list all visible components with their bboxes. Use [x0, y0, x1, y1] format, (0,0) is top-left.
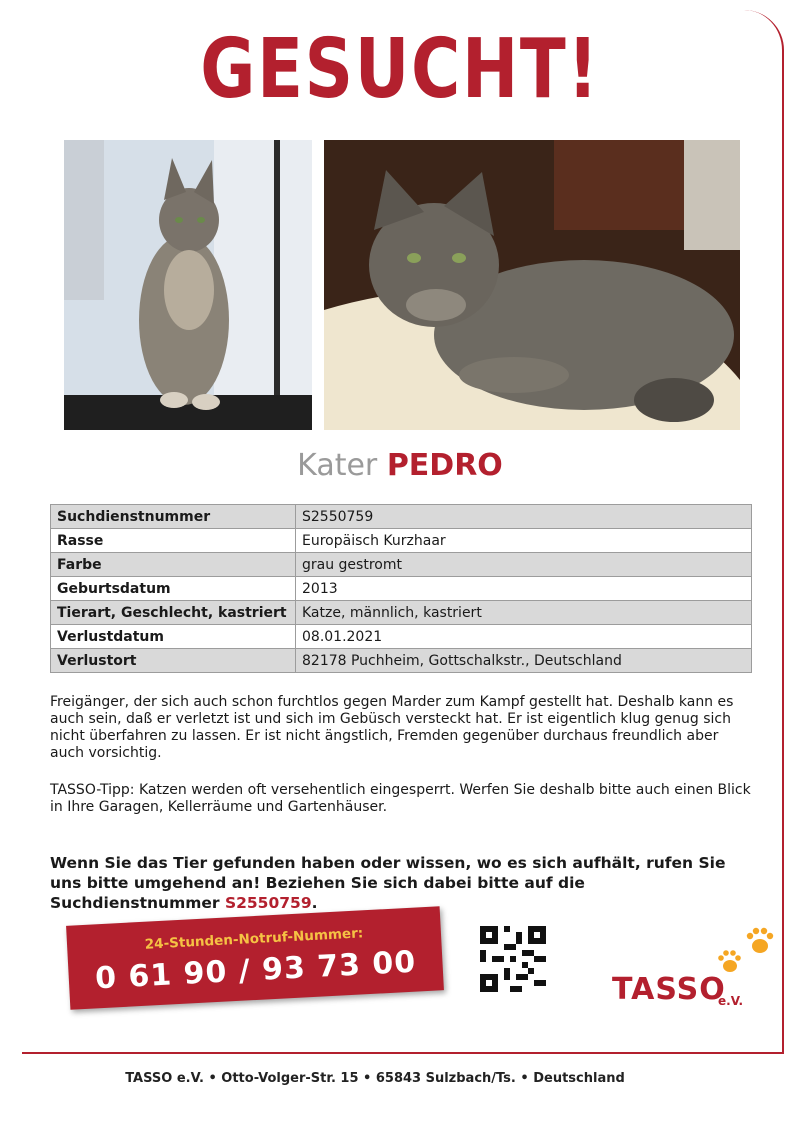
description-text: Freigänger, der sich auch schon furchtlos gegen Marder zum Kampf gestellt hat. Deshalb kann es auch sein, daß er verletzt ist und sich im Gebüsch versteckt hat. Er ist eigentlich klug genug sich nicht überfahren zu lassen. Er ist nicht ängstlich, Fremden gegenüber durchaus freundlich aber auch vorsichtig. — [50, 694, 734, 761]
table-row — [51, 625, 752, 649]
row-value: 82178 Puchheim, Gottschalkstr., Deutschland — [296, 649, 752, 673]
logo-suffix: e.V. — [718, 994, 743, 1008]
logo-brand: TASSO — [612, 972, 726, 1007]
table-row — [51, 577, 752, 601]
row-label: Tierart, Geschlecht, kastriert — [51, 601, 296, 625]
row-label: Verlustdatum — [51, 625, 296, 649]
row-value: Katze, männlich, kastriert — [296, 601, 752, 625]
animal-kind: Kater — [297, 448, 378, 483]
row-value: Europäisch Kurzhaar — [296, 529, 752, 553]
call-to-action — [50, 853, 754, 913]
row-label: Farbe — [51, 553, 296, 577]
call-to-action-end: . — [311, 894, 318, 912]
animal-title — [0, 448, 800, 483]
footer-address: TASSO e.V. • Otto-Volger-Str. 15 • 65843 Sulzbach/Ts. • Deutschland — [125, 1071, 625, 1086]
search-number: S2550759 — [224, 894, 312, 912]
row-label: Suchdienstnummer — [51, 505, 296, 529]
table-row — [51, 601, 752, 625]
row-label: Verlustort — [51, 649, 296, 673]
animal-name: PEDRO — [386, 448, 503, 483]
row-value: grau gestromt — [296, 553, 752, 577]
row-value: 2013 — [296, 577, 752, 601]
table-row — [51, 649, 752, 673]
table-row — [51, 529, 752, 553]
cat-photo-lying — [324, 140, 740, 430]
table-row — [51, 553, 752, 577]
qr-code[interactable] — [480, 926, 546, 992]
footer-divider — [22, 1052, 728, 1054]
row-label: Geburtsdatum — [51, 577, 296, 601]
call-to-action-text: Wenn Sie das Tier gefunden haben oder wissen, wo es sich aufhält, rufen Sie uns bitte umgehend an! Beziehen Sie sich dabei bitte auf die Suchdienstnummer — [50, 854, 726, 912]
row-value: 08.01.2021 — [296, 625, 752, 649]
headline: GESUCHT! — [200, 22, 600, 117]
row-label: Rasse — [51, 529, 296, 553]
info-table — [50, 504, 752, 673]
tip-text: TASSO-Tipp: Katzen werden oft versehentlich eingesperrt. Werfen Sie deshalb bitte auch einen Blick in Ihre Garagen, Kellerräume und Gartenhäuser. — [50, 782, 751, 815]
row-value: S2550759 — [296, 505, 752, 529]
tasso-logo — [610, 924, 780, 1014]
paw-prints-icon — [714, 924, 780, 978]
table-row — [51, 505, 752, 529]
cat-photo-sitting — [64, 140, 312, 430]
hotline-number[interactable]: 0 61 90 / 93 73 00 — [94, 944, 417, 997]
hotline-label: 24-Stunden-Notruf-Nummer: — [144, 925, 364, 953]
